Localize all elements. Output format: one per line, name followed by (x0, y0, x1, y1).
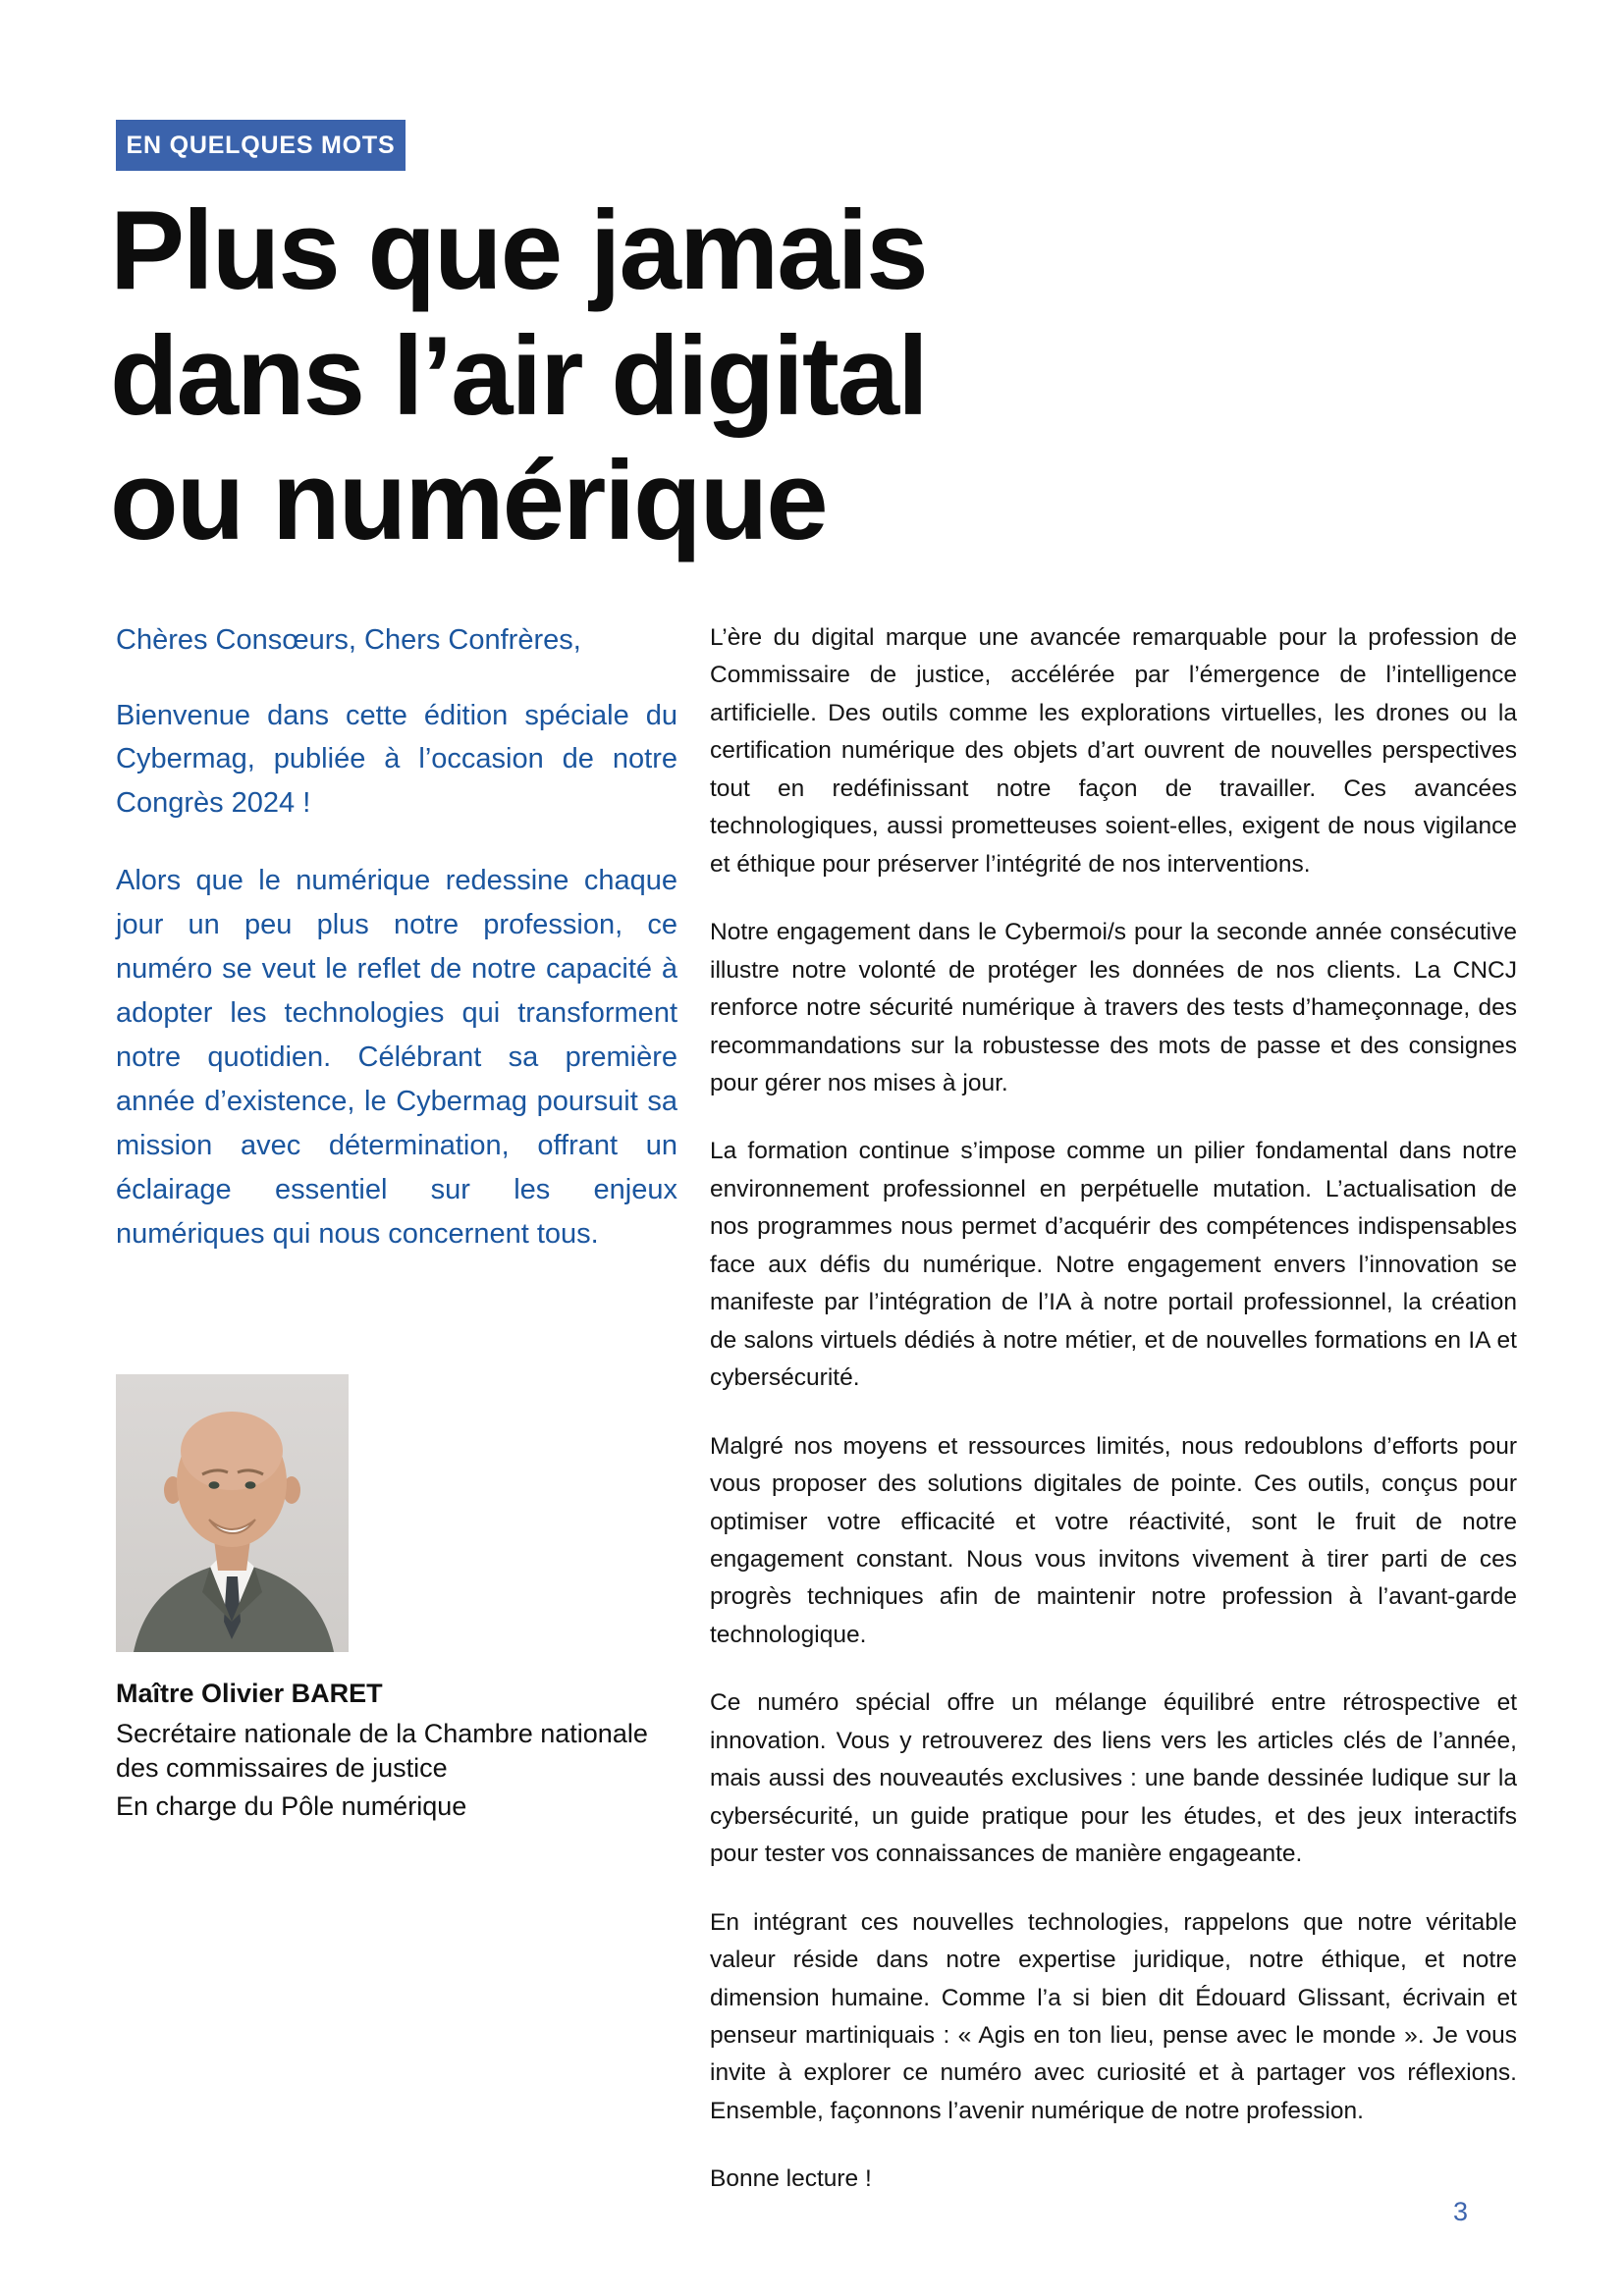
body-paragraph: La formation continue s’impose comme un pilier fondamental dans notre environnement professionnel en perpétuelle mutation. L’actualisation de nos programmes nous permet d’acquérir des compétences indispensables face aux défis du numérique. Notre engagement envers l’innovation se manifeste par l’intégration de l’IA à notre portail professionnel, la création de salons virtuels dédiés à notre métier, et de nouvelles formations en IA et cybersécurité. (710, 1138, 1517, 1392)
caption-name: Maître Olivier BARET (116, 1679, 383, 1708)
body-paragraph: En intégrant ces nouvelles technologies, rappelons que notre véritable valeur réside dans notre expertise juridique, notre éthique, et notre dimension humaine. Comme l’a si bien dit Édouard Glissant, écrivain et penseur martiniquais : « Agis en ton lieu, pense avec le monde ». Je vous invite à explorer ce numéro avec curiosité et à partager vos réflexions. Ensemble, façonnons l’avenir numérique de notre profession. (710, 1908, 1517, 2124)
left-column (116, 619, 677, 2229)
intro-paragraph: Bienvenue dans cette édition spéciale du Cybermag, publiée à l’occasion de notre Congrès 2024 ! (116, 699, 677, 820)
section-badge (116, 120, 406, 171)
page-title-line-2: dans l’air digital (110, 313, 927, 439)
portrait-illustration (116, 1374, 349, 1652)
section-badge-label: EN QUELQUES MOTS (126, 131, 396, 159)
page-title-line-3: ou numérique (110, 439, 827, 564)
page-title (110, 188, 927, 564)
body-paragraph: Bonne lecture ! (710, 2165, 872, 2193)
body-paragraph: Notre engagement dans le Cybermoi/s pour la seconde année consécutive illustre notre volonté de protéger les données de nos clients. La CNCJ renforce notre sécurité numérique à travers des tests d’hameçonnage, des recommandations sur la robustesse des mots de passe et des consignes pour gérer nos mises à jour. (710, 919, 1517, 1096)
two-column-body (116, 619, 1517, 2229)
right-column (710, 619, 1517, 2229)
page-number: 3 (1453, 2197, 1469, 2226)
salutation: Chères Consœurs, Chers Confrères, (116, 624, 581, 656)
body-paragraph: L’ère du digital marque une avancée remarquable pour la profession de Commissaire de justice, accélérée par l’émergence de l’intelligence artificielle. Des outils comme les explorations virtuelles, les drones ou la certification numérique des objets d’art ouvrent de nouvelles perspectives tout en redéfinissant notre façon de travailler. Ces avancées technologiques, aussi prometteuses soient-elles, exigent de nous vigilance et éthique pour préserver l’intégrité de nos interventions. (710, 624, 1517, 878)
portrait-photo (116, 1374, 349, 1652)
caption-role: Secrétaire nationale de la Chambre nationale des commissaires de justice (116, 1719, 648, 1784)
caption-role-2: En charge du Pôle numérique (116, 1791, 467, 1821)
body-paragraph: Malgré nos moyens et ressources limités, nous redoublons d’efforts pour vous proposer des solutions digitales de pointe. Ces outils, conçus pour optimiser votre efficacité et votre réactivité, sont le fruit de notre engagement constant. Nous vous invitons vivement à tirer parti de ces progrès techniques afin de maintenir notre profession à l’avant-garde technologique. (710, 1432, 1517, 1648)
body-paragraph: Ce numéro spécial offre un mélange équilibré entre rétrospective et innovation. Vous y retrouverez des liens vers les articles clés de l’année, mais aussi des nouveautés exclusives : une bande dessinée ludique sur la cybersécurité, un guide pratique pour les études, et des jeux interactifs pour tester vos connaissances de manière engageante. (710, 1689, 1517, 1868)
intro-paragraph: Alors que le numérique redessine chaque jour un peu plus notre profession, ce numéro se veut le reflet de notre capacité à adopter les technologies qui transforment notre quotidien. Célébrant sa première année d’existence, le Cybermag poursuit sa mission avec détermination, offrant un éclairage essentiel sur les enjeux numériques qui nous concernent tous. (116, 865, 677, 1250)
page-title-line-1: Plus que jamais (110, 188, 927, 313)
